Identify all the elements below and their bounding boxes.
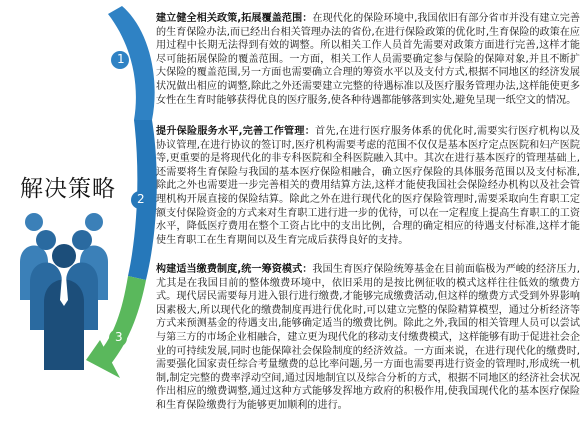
strategy-item-3 [156,263,580,413]
strategy-body-1: 在现代化的保险环境中,我国依旧有部分省市并没有建立完善的生育保险办法,而已经出台相关管理办法的省份,在进行保险政策的优化时,生育保险的政策在应用过程中长期无法得到有效的调整。所以相关工作人员首先需要对政策方面进行完善,这样才能尽可能拓展保险的覆盖范围。一方面，相关工作人员需要确定参与保险的保障对象,并且不断扩大保险的覆盖范围,另一方面也需要确立合理的筹资水平以及支付方式,根据不同地区的经济发展状况做出相应的调整,除此之外还需要建立完整的待遇标准以及医疗服务管理办法,这样能使更多女性在生育时能够获得优良的医疗服务,使各种待遇都能够落到实处,避免呈现一纸空文的情况。 [156,13,580,106]
strategy-body-3: 我国生育医疗保险统筹基金在目前面临极为严峻的经济压力,尤其是在我国目前的整体缴费环境中，依旧采用的是按比例征收的模式这样往往低效的缴费方式。现代居民需要每月进入银行进行缴费,才能够完成缴费活动,但这样的缴费方式受到外界影响因素极大,所以现代化的缴费制度再进行优化时,可以建立完整的保险精算模型，通过分析经济等方式来预测基金的待遇支出,能够确定适当的缴费比例。除此之外,我国的相关管理人员可以尝试与第三方的市场企业相融合，建立更为现代化的移动支付缴费模式，这样能够有助于促进社会企业的可持续发展,同时也能保障社会保险制度的经济效益。一方面来说，在进行现代化的缴费时,需要强化国家责任综合考量缴费的总比率问题,另一方面也需要再进行资金的管理时,形成统一机制,制定完整的费率浮动空间,通过因地制宜以及综合分析的方式，根据不同地区的经济社会状况作出相应的缴费调整,通过这种方式能够发挥地方政府的积极作用,使我国现代化的基本医疗保险和生育保险缴费行为能够更加顺利的进行。 [156,264,580,411]
people-group-icon [20,213,108,370]
strategy-heading-2: 提升保险服务水平,完善工作管理： [156,126,316,137]
strategy-body-2: 首先,在进行医疗服务体系的优化时,需要实行医疗机构以及协议管理,在进行协议的签订时,医疗机构需要考虑的范围不仅仅是基本医疗定点医院和妇产医院等,更重要的是将现代化的非专科医院和全科医院融入其中。其次在进行基本医疗的管理基础上,还需要将生育保险与我国的基本医疗保险相融合，确立医疗保险的具体服务范围以及支付标准,除此之外也需要进一步完善相关的费用结算方法,这样才能使我国社会保险经办机构以及社会管理机构开展直接的保险结算。除此之外在进行现代化的医疗保险管理时,需要采取向生育职工定额支付保险资金的方式来对生育职工进行进一步的优待，可以在一定程度上提高生育职工的工资水平，降低医疗费用在整个工资占比中的支出比例，合理的确定相应的待遇支付标准,这样才能使生育职工在生育期间以及生育完成后获得良好的支持。 [156,126,580,246]
strategy-number-1: 1 [117,52,125,66]
strategy-item-2 [156,125,580,247]
page-title: 解决策略 [20,176,116,202]
strategy-number-3: 3 [115,330,123,344]
strategy-heading-1: 建立健全相关政策,拓展覆盖范围： [156,13,313,24]
strategy-number-2: 2 [137,192,145,206]
strategy-heading-3: 构建适当缴费制度,统一筹资模式： [156,264,313,275]
strategy-graphic [0,0,160,431]
strategy-item-1 [156,12,580,107]
